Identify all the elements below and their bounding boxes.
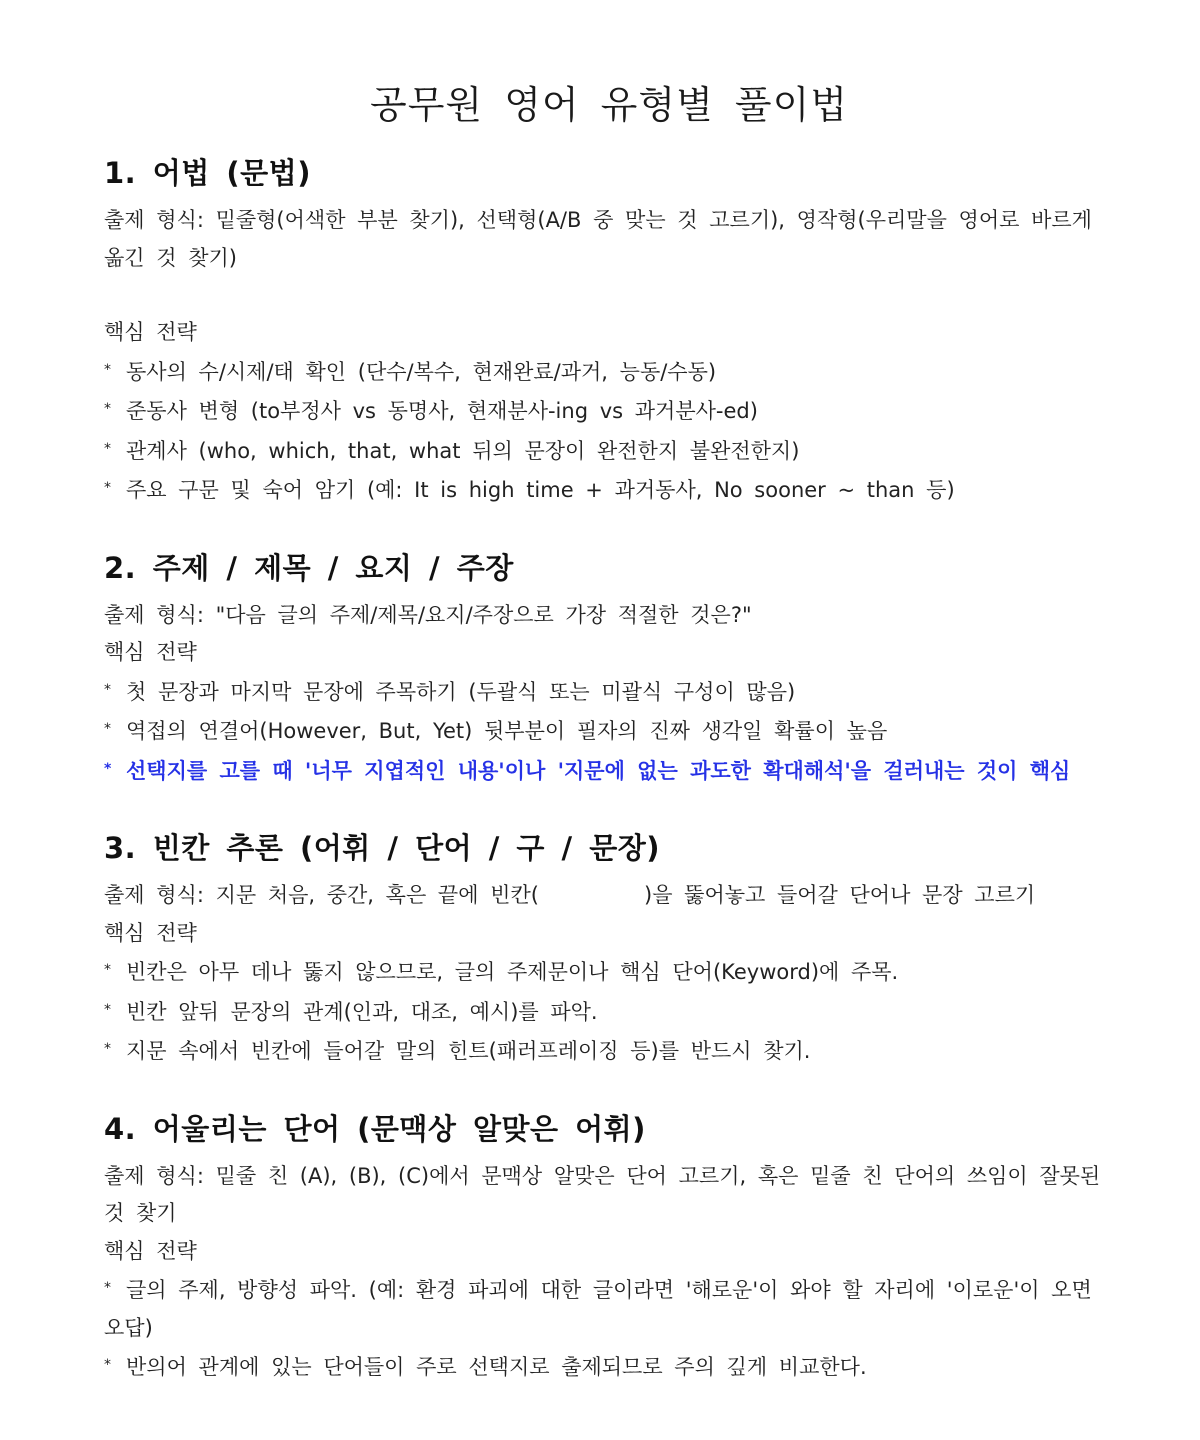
bullet-icon: * [104,1041,111,1057]
format-text: 출제 형식: "다음 글의 주제/제목/요지/주장으로 가장 적절한 것은?" [104,602,752,627]
bullet-item [104,1031,1104,1071]
bullet-icon: * [104,681,111,698]
format-text: 출제 형식: 밑줄형(어색한 부분 찾기), 선택형(A/B 중 맞는 것 고르기), 영작형(우리말을 영어로 바르게 옮긴 것 찾기) [104,208,1092,270]
bullet-text: 선택지를 고를 때 '너무 지엽적인 내용'이나 '지문에 없는 과도한 확대해석'을 걸러내는 것이 핵심 [126,758,1071,783]
document-title: 공무원 영어 유형별 풀이법 [369,83,849,127]
section-heading: 1. 어법 (문법) [104,156,311,190]
bullet-icon: * [104,440,111,457]
bullet-item [104,431,1104,471]
bullet-icon: * [104,361,111,378]
bullet-item [104,1347,1104,1387]
strategy-label: 핵심 전략 [104,920,197,945]
bullet-text: 관계사 (who, which, that, what 뒤의 문장이 완전한지 불완전한지) [126,438,800,463]
bullet-icon: * [104,401,111,417]
bullet-icon: * [104,1001,111,1018]
bullet-item [104,470,1104,510]
section-blank-inference [104,826,1104,1071]
bullet-text: 빈칸 앞뒤 문장의 관계(인과, 대조, 예시)를 파악. [126,999,598,1024]
bullet-text: 동사의 수/시제/태 확인 (단수/복수, 현재완료/과거, 능동/수동) [126,359,717,384]
bullet-text: 지문 속에서 빈칸에 들어갈 말의 힌트(패러프레이징 등)를 반드시 찾기. [126,1039,811,1063]
bullet-icon: * [104,480,111,496]
section-vocabulary [104,1107,1104,1387]
bullet-item [104,711,1104,751]
bullet-item [104,952,1104,992]
bullet-text: 글의 주제, 방향성 파악. (예: 환경 파괴에 대한 글이라면 '해로운'이 와야 할 자리에 '이로운'이 오면 오답) [104,1278,1092,1340]
bullet-item [104,1270,1104,1347]
bullet-item [104,352,1104,392]
strategy-label: 핵심 전략 [104,1238,197,1263]
format-text: 출제 형식: 지문 처음, 중간, 혹은 끝에 빈칸( )을 뚫어놓고 들어갈 단어나 문장 고르기 [104,883,1036,907]
bullet-item-highlighted [104,751,1104,791]
bullet-text: 첫 문장과 마지막 문장에 주목하기 (두괄식 또는 미괄식 구성이 많음) [126,679,796,704]
section-heading: 3. 빈칸 추론 (어휘 / 단어 / 구 / 문장) [104,831,660,865]
bullet-icon: * [104,962,111,978]
bullet-text: 역접의 연결어(However, But, Yet) 뒷부분이 필자의 진짜 생각일 확률이 높음 [126,719,888,743]
bullet-text: 주요 구문 및 숙어 암기 (예: It is high time + 과거동사, No sooner ~ than 등) [126,478,955,502]
bullet-icon: * [104,721,111,737]
section-main-idea [104,546,1104,791]
bullet-item [104,992,1104,1032]
bullet-item [104,391,1104,431]
bullet-item [104,672,1104,712]
bullet-icon: * [104,760,112,777]
bullet-icon: * [104,1280,111,1296]
section-heading: 2. 주제 / 제목 / 요지 / 주장 [104,550,514,585]
bullet-text: 빈칸은 아무 데나 뚫지 않으므로, 글의 주제문이나 핵심 단어(Keyword)에 주목. [126,960,899,984]
section-heading: 4. 어울리는 단어 (문맥상 알맞은 어휘) [104,1111,646,1146]
bullet-text: 준동사 변형 (to부정사 vs 동명사, 현재분사-ing vs 과거분사-ed) [126,399,758,423]
bullet-icon: * [104,1357,111,1373]
strategy-label: 핵심 전략 [104,640,197,664]
format-text: 출제 형식: 밑줄 친 (A), (B), (C)에서 문맥상 알맞은 단어 고르기, 혹은 밑줄 친 단어의 쓰임이 잘못된 것 찾기 [104,1163,1101,1225]
bullet-text: 반의어 관계에 있는 단어들이 주로 선택지로 출제되므로 주의 깊게 비교한다. [126,1355,867,1379]
strategy-label: 핵심 전략 [104,320,197,344]
section-grammar [104,151,1104,510]
